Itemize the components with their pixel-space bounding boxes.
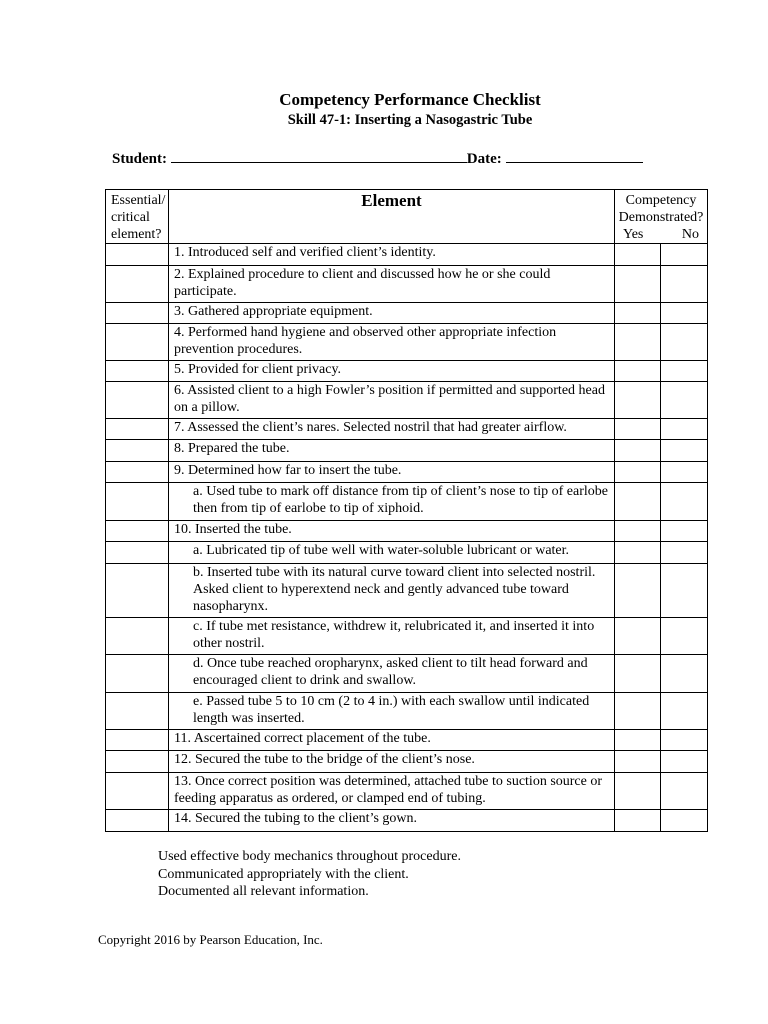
no-cell[interactable]: [661, 419, 708, 440]
no-cell[interactable]: [661, 773, 708, 810]
essential-cell[interactable]: [106, 419, 169, 440]
no-cell[interactable]: [661, 618, 708, 655]
essential-column-header: Essential/ critical element?: [106, 190, 169, 244]
no-cell[interactable]: [661, 483, 708, 521]
essential-cell[interactable]: [106, 693, 169, 730]
checklist-row: [106, 810, 708, 832]
element-text: 12. Secured the tube to the bridge of the client’s nose.: [169, 751, 615, 773]
yes-cell[interactable]: [615, 618, 661, 655]
element-text: 5. Provided for client privacy.: [169, 361, 615, 382]
no-cell[interactable]: [661, 303, 708, 324]
yes-cell[interactable]: [615, 419, 661, 440]
element-text: a. Lubricated tip of tube well with water-soluble lubricant or water.: [169, 542, 615, 564]
essential-cell[interactable]: [106, 324, 169, 361]
checklist-row: [106, 266, 708, 303]
no-cell[interactable]: [661, 361, 708, 382]
date-label: Date:: [466, 151, 502, 167]
yes-cell[interactable]: [615, 483, 661, 521]
essential-cell[interactable]: [106, 730, 169, 751]
checklist-row: [106, 751, 708, 773]
no-cell[interactable]: [661, 542, 708, 564]
element-text: 11. Ascertained correct placement of the tube.: [169, 730, 615, 751]
element-column-header: Element: [169, 190, 615, 244]
element-text: 2. Explained procedure to client and discussed how he or she could participate.: [169, 266, 615, 303]
essential-cell[interactable]: [106, 244, 169, 266]
element-text: 9. Determined how far to insert the tube.: [169, 462, 615, 483]
essential-cell[interactable]: [106, 810, 169, 832]
yes-column-label: Yes: [623, 227, 644, 242]
yes-cell[interactable]: [615, 751, 661, 773]
page-title: Competency Performance Checklist: [279, 90, 541, 109]
checklist-row: [106, 324, 708, 361]
criterion-body-mechanics: Used effective body mechanics throughout procedure.: [158, 849, 461, 864]
checklist-row: [106, 244, 708, 266]
yes-cell[interactable]: [615, 244, 661, 266]
essential-cell[interactable]: [106, 618, 169, 655]
yes-cell[interactable]: [615, 655, 661, 693]
checklist-row: [106, 730, 708, 751]
yes-cell[interactable]: [615, 324, 661, 361]
essential-cell[interactable]: [106, 521, 169, 542]
yes-cell[interactable]: [615, 303, 661, 324]
yes-cell[interactable]: [615, 382, 661, 419]
checklist-row: [106, 655, 708, 693]
element-text: b. Inserted tube with its natural curve toward client into selected nostril. Asked client to hyperextend neck and gently advanced tube toward nasopharynx.: [169, 564, 615, 618]
no-cell[interactable]: [661, 244, 708, 266]
element-text: a. Used tube to mark off distance from tip of client’s nose to tip of earlobe then from tip of earlobe to tip of xiphoid.: [169, 483, 615, 521]
checklist-row: [106, 693, 708, 730]
yes-cell[interactable]: [615, 266, 661, 303]
copyright-notice: Copyright 2016 by Pearson Education, Inc.: [98, 932, 323, 947]
table-header-row: [106, 190, 708, 244]
yes-cell[interactable]: [615, 773, 661, 810]
no-cell[interactable]: [661, 810, 708, 832]
element-text: 7. Assessed the client’s nares. Selected nostril that had greater airflow.: [169, 419, 615, 440]
yes-cell[interactable]: [615, 542, 661, 564]
no-cell[interactable]: [661, 382, 708, 419]
essential-cell[interactable]: [106, 303, 169, 324]
no-cell[interactable]: [661, 693, 708, 730]
no-cell[interactable]: [661, 521, 708, 542]
competency-label: Competency Demonstrated?: [618, 193, 704, 225]
no-cell[interactable]: [661, 266, 708, 303]
essential-cell[interactable]: [106, 542, 169, 564]
essential-cell[interactable]: [106, 361, 169, 382]
yes-cell[interactable]: [615, 521, 661, 542]
checklist-row: [106, 521, 708, 542]
no-cell[interactable]: [661, 751, 708, 773]
yes-cell[interactable]: [615, 564, 661, 618]
element-text: 8. Prepared the tube.: [169, 440, 615, 462]
yes-cell[interactable]: [615, 361, 661, 382]
checklist-row: [106, 564, 708, 618]
yes-cell[interactable]: [615, 440, 661, 462]
criterion-documentation: Documented all relevant information.: [158, 884, 369, 899]
criterion-communication: Communicated appropriately with the client.: [158, 866, 409, 882]
checklist-row: [106, 618, 708, 655]
checklist-row: [106, 773, 708, 810]
element-text: d. Once tube reached oropharynx, asked client to tilt head forward and encouraged client to drink and swallow.: [169, 655, 615, 693]
checklist-row: [106, 483, 708, 521]
checklist-row: [106, 462, 708, 483]
checklist-row: [106, 542, 708, 564]
no-cell[interactable]: [661, 730, 708, 751]
checklist-row: [106, 419, 708, 440]
no-column-label: No: [681, 227, 700, 242]
essential-cell[interactable]: [106, 655, 169, 693]
element-text: 3. Gathered appropriate equipment.: [169, 303, 615, 324]
yes-cell[interactable]: [615, 810, 661, 832]
element-text: 10. Inserted the tube.: [169, 521, 615, 542]
checklist-table: [105, 189, 708, 832]
element-text: 14. Secured the tubing to the client’s gown.: [169, 810, 615, 832]
checklist-row: [106, 361, 708, 382]
essential-cell[interactable]: [106, 483, 169, 521]
no-cell[interactable]: [661, 462, 708, 483]
additional-criteria: [158, 848, 461, 901]
checklist-row: [106, 303, 708, 324]
student-field[interactable]: [171, 148, 467, 163]
essential-cell[interactable]: [106, 266, 169, 303]
essential-cell[interactable]: [106, 751, 169, 773]
element-text: e. Passed tube 5 to 10 cm (2 to 4 in.) with each swallow until indicated length was inserted.: [169, 693, 615, 730]
checklist-row: [106, 440, 708, 462]
no-cell[interactable]: [661, 564, 708, 618]
student-label: Student:: [112, 151, 168, 167]
element-text: c. If tube met resistance, withdrew it, relubricated it, and inserted it into other nostril.: [169, 618, 615, 655]
element-text: 13. Once correct position was determined, attached tube to suction source or feeding apparatus as ordered, or clamped end of tubing.: [169, 773, 615, 810]
date-field[interactable]: [506, 148, 643, 163]
element-text: 6. Assisted client to a high Fowler’s position if permitted and supported head on a pillow.: [169, 382, 615, 419]
competency-column-header: [615, 190, 708, 244]
yes-cell[interactable]: [615, 693, 661, 730]
yes-cell[interactable]: [615, 462, 661, 483]
essential-cell[interactable]: [106, 462, 169, 483]
no-cell[interactable]: [661, 324, 708, 361]
essential-cell[interactable]: [106, 382, 169, 419]
student-date-line: [112, 148, 643, 168]
essential-cell[interactable]: [106, 773, 169, 810]
essential-cell[interactable]: [106, 564, 169, 618]
element-text: 1. Introduced self and verified client’s identity.: [169, 244, 615, 266]
no-cell[interactable]: [661, 655, 708, 693]
no-cell[interactable]: [661, 440, 708, 462]
checklist-row: [106, 382, 708, 419]
essential-cell[interactable]: [106, 440, 169, 462]
yes-cell[interactable]: [615, 730, 661, 751]
page-subtitle: Skill 47-1: Inserting a Nasogastric Tube: [287, 112, 533, 128]
element-text: 4. Performed hand hygiene and observed other appropriate infection prevention procedures.: [169, 324, 615, 361]
